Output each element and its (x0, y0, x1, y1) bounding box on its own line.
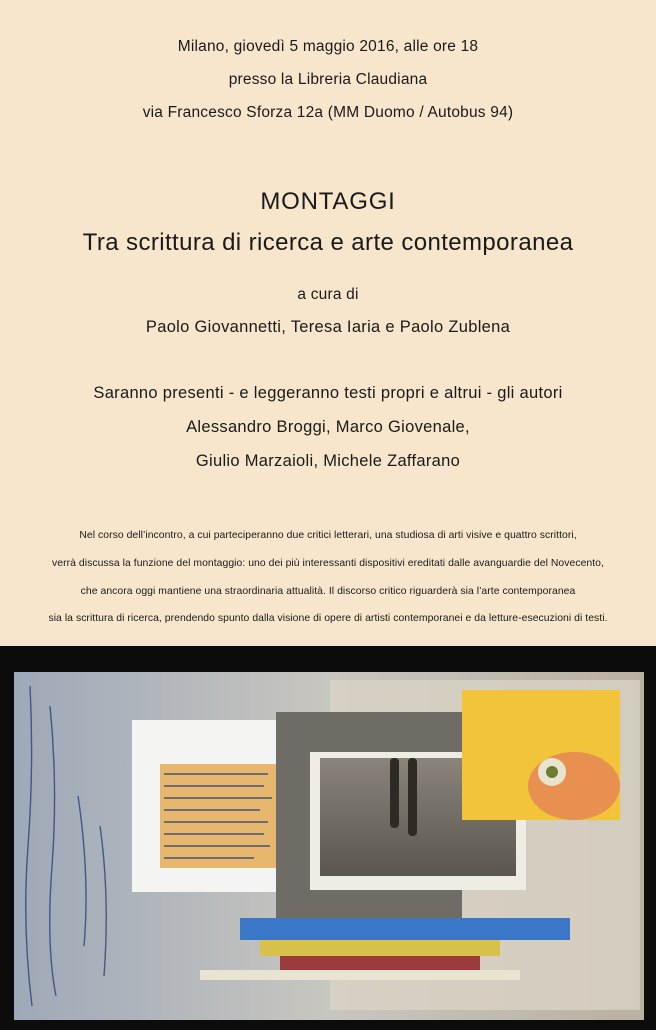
address-line: via Francesco Sforza 12a (MM Duomo / Autobus 94) (142, 104, 514, 121)
authors-intro: Saranno presenti - e leggeranno testi propri e altrui - gli autori (93, 384, 563, 402)
authors-line-1: Alessandro Broggi, Marco Giovenale, (186, 418, 470, 436)
stacked-window-yellow (260, 940, 500, 956)
event-subtitle: Tra scrittura di ricerca e arte contemporanea (82, 229, 574, 256)
eye-iris (546, 766, 558, 778)
description-line-3: che ancora oggi mantiene una straordinaria attualità. Il discorso critico riguarderà sia l’arte contemporanea (80, 586, 576, 597)
stacked-window-red (280, 956, 480, 970)
date-line: Milano, giovedì 5 maggio 2016, alle ore 18 (177, 38, 479, 55)
hand-shape (528, 752, 620, 820)
authors-line-2: Giulio Marzaioli, Michele Zaffarano (195, 452, 461, 470)
stacked-window-blue (240, 918, 570, 940)
collage-artwork (0, 646, 656, 1030)
handwritten-note (160, 764, 278, 868)
collage-image (0, 646, 656, 1030)
stacked-window-light (200, 970, 520, 980)
description-line-2: verrà discussa la funzione del montaggio: uno dei più interessanti dispositivi ereditati dalle avanguardie del Novecento, (52, 558, 604, 569)
curators: Paolo Giovannetti, Teresa Iaria e Paolo Zublena (145, 318, 511, 336)
event-title: MONTAGGI (260, 188, 396, 215)
venue-line: presso la Libreria Claudiana (228, 71, 428, 88)
description-line-4: sia la scrittura di ricerca, prendendo spunto dalla visione di opere di artisti contemporanei e da letture-esecuzioni di testi. (48, 613, 608, 624)
curated-label: a cura di (297, 286, 359, 303)
description-line-1: Nel corso dell’incontro, a cui parteciperanno due critici letterari, una studiosa di arti visive e quattro scrittori, (79, 530, 577, 541)
